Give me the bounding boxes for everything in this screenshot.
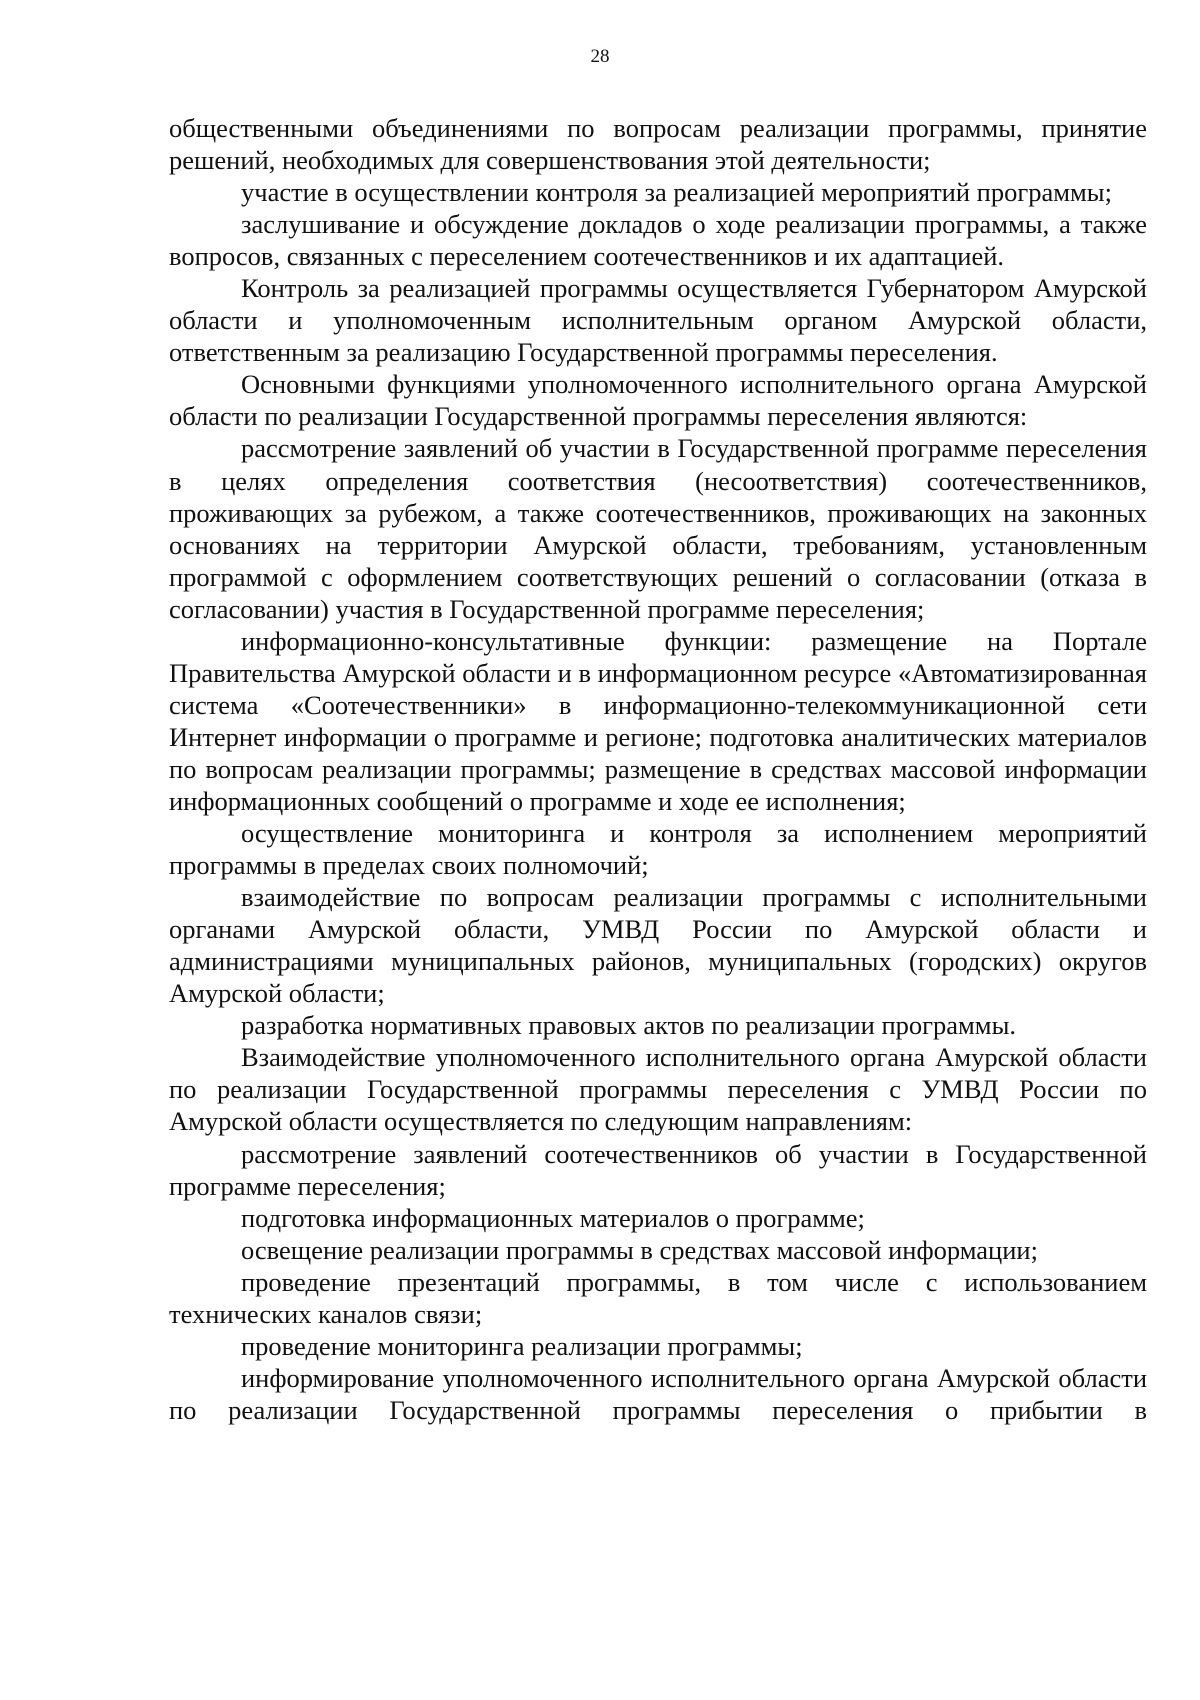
paragraph: Основными функциями уполномоченного исполнительного органа Амурской области по реализации Государственной программы переселения являются:	[169, 369, 1147, 432]
paragraph: информационно-консультативные функции: размещение на Портале Правительства Амурской области и в информационном ресурсе «Автоматизированная система «Соотечественники» в информационно-телекоммуникационной сети Интернет информации о программе и регионе; подготовка аналитических материалов по вопросам реализации программы; размещение в средствах массовой информации информационных сообщений о программе и ходе ее исполнения;	[169, 625, 1147, 816]
page-number: 28	[590, 46, 610, 67]
paragraph: разработка нормативных правовых актов по реализации программы.	[241, 1010, 1016, 1041]
paragraph: взаимодействие по вопросам реализации программы с исполнительными органами Амурской области, УМВД России по Амурской области и администрациями муниципальных районов, муниципальных (городских) округов Амурской области;	[169, 882, 1147, 1009]
paragraph: рассмотрение заявлений соотечественников об участии в Государственной программе переселения;	[169, 1138, 1147, 1201]
paragraph-continuation: общественными объединениями по вопросам реализации программы, принятие решений, необходимых для совершенствования этой деятельности;	[169, 113, 1147, 176]
paragraph: освещение реализации программы в средствах массовой информации;	[241, 1234, 1038, 1265]
paragraph-continues-next-page: информирование уполномоченного исполнительного органа Амурской области по реализации Государственной программы переселения о прибытии в	[169, 1362, 1147, 1425]
paragraph: рассмотрение заявлений об участии в Государственной программе переселения в целях определения соответствия (несоответствия) соотечественников, проживающих за рубежом, а также соотечественников, проживающих на законных основаниях на территории Амурской области, требованиям, установленным программой с оформлением соответствующих решений о согласовании (отказа в согласовании) участия в Государственной программе переселения;	[169, 433, 1147, 624]
paragraph: участие в осуществлении контроля за реализацией мероприятий программы;	[241, 177, 1112, 208]
paragraph: осуществление мониторинга и контроля за исполнением мероприятий программы в пределах своих полномочий;	[169, 818, 1147, 881]
paragraph: Контроль за реализацией программы осуществляется Губернатором Амурской области и уполномоченным исполнительным органом Амурской области, ответственным за реализацию Государственной программы переселения.	[169, 273, 1147, 368]
paragraph: подготовка информационных материалов о программе;	[241, 1202, 865, 1233]
paragraph: Взаимодействие уполномоченного исполнительного органа Амурской области по реализации Государственной программы переселения с УМВД России по Амурской области осуществляется по следующим направлениям:	[169, 1042, 1147, 1137]
document-body	[169, 112, 1147, 1426]
paragraph: заслушивание и обсуждение докладов о ходе реализации программы, а также вопросов, связанных с переселением соотечественников и их адаптацией.	[169, 209, 1147, 272]
paragraph: проведение мониторинга реализации программы;	[241, 1330, 803, 1361]
paragraph: проведение презентаций программы, в том числе с использованием технических каналов связи;	[169, 1266, 1147, 1329]
